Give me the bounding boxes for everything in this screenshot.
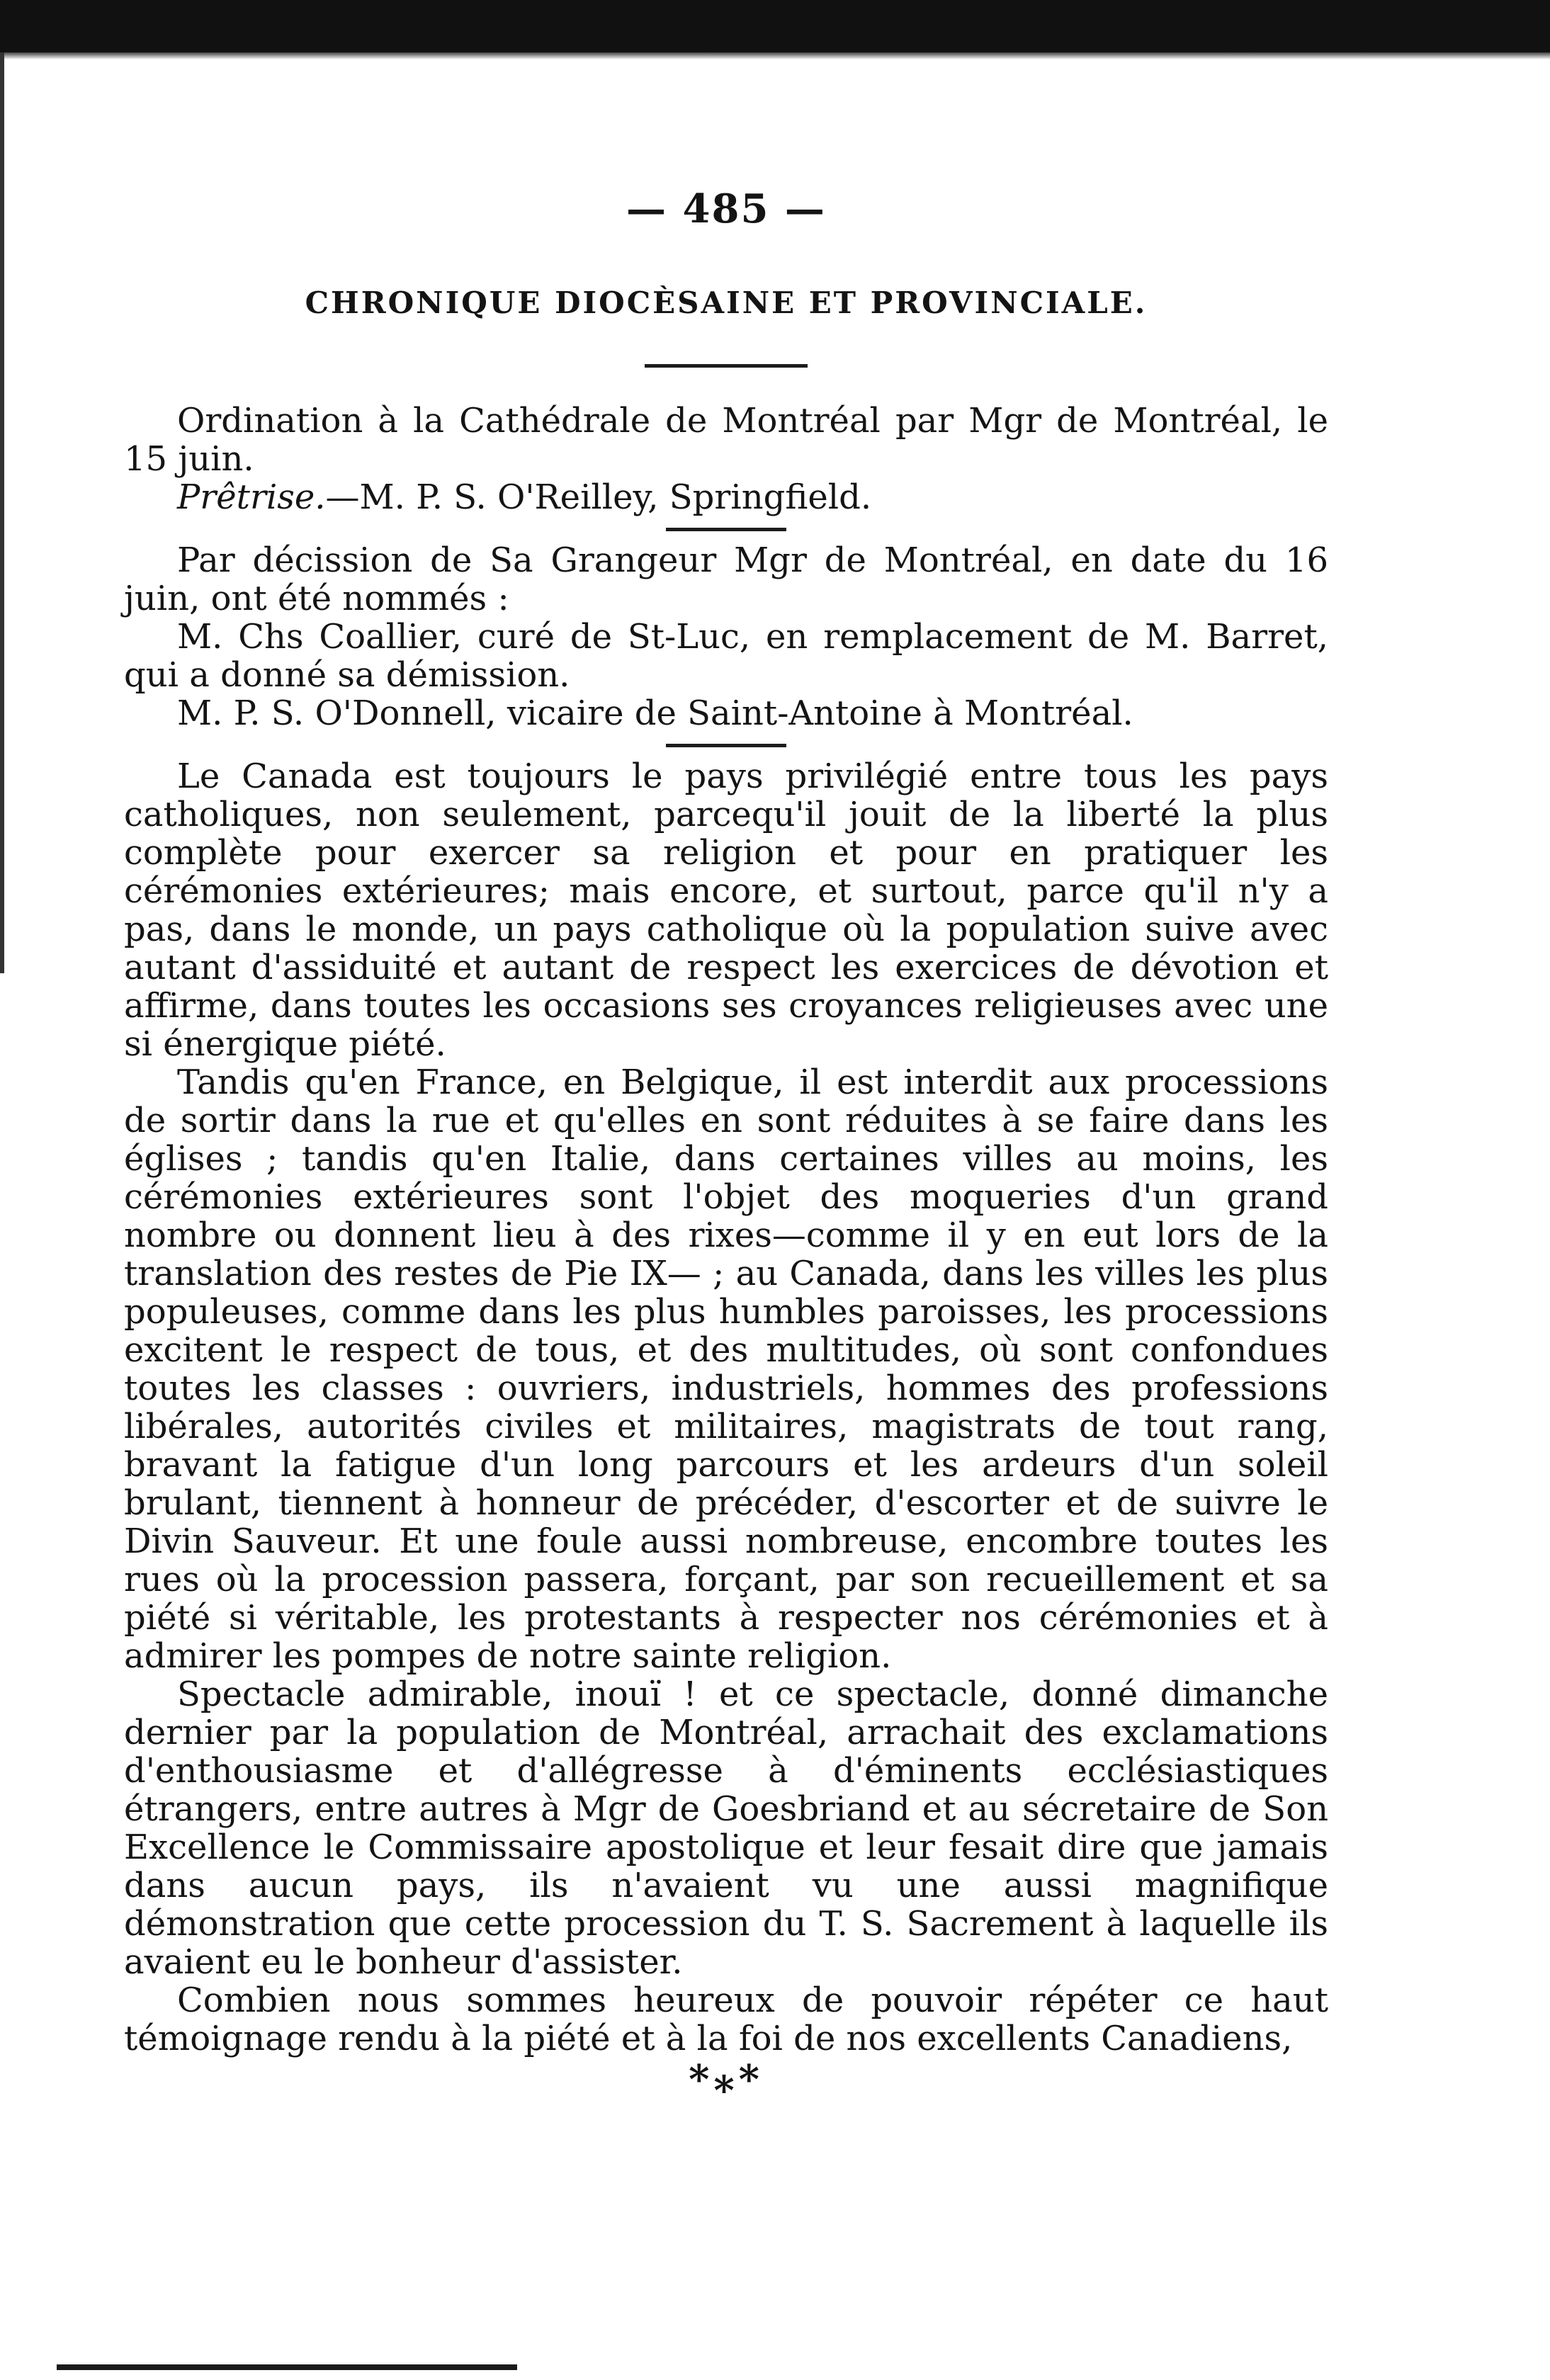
- separator-rule-2: [666, 744, 786, 747]
- article-paragraph-3: Spectacle admirable, inouï ! et ce spectacle, donné dimanche dernier par la population de Montréal, arrachait des exclamations d'enthousiasme et d'allégresse à d'éminents ecclésiastiques étrangers, entre autres à Mgr de Goesbriand et au sécretaire de Son Excellence le Commissaire apostolique et leur fesait dire que jamais dans aucun pays, ils n'avaient vu une aussi magnifique démonstration que cette procession du T. S. Sacrement à laquelle ils avaient eu le bonheur d'assister.: [124, 1674, 1328, 1982]
- scan-border-shadow: [0, 52, 1550, 60]
- nominations-intro: Par décission de Sa Grangeur Mgr de Montréal, en date du 16 juin, ont été nommés :: [124, 540, 1328, 618]
- separator-rule-1: [666, 528, 786, 531]
- nomination-item-1: M. Chs Coallier, curé de St-Luc, en remplacement de M. Barret, qui a donné sa démission.: [124, 617, 1328, 695]
- scan-border-top: [0, 0, 1550, 52]
- section-heading: CHRONIQUE DIOCÈSAINE ET PROVINCIALE.: [305, 285, 1148, 320]
- ordination-notice: Ordination à la Cathédrale de Montréal par Mgr de Montréal, le 15 juin.: [124, 401, 1328, 479]
- page-content: [124, 184, 1328, 2103]
- nomination-item-2: M. P. S. O'Donnell, vicaire de Saint-Antoine à Montréal.: [177, 693, 1133, 733]
- ordination-name: —M. P. S. O'Reilley, Springfield.: [325, 477, 872, 517]
- page-number: — 485 —: [626, 186, 826, 232]
- asterism-ornament: *⁎*: [689, 2056, 764, 2103]
- article-paragraph-1: Le Canada est toujours le pays privilégié entre tous les pays catholiques, non seulement, parcequ'il jouit de la liberté la plus complète pour exercer sa religion et pour en pratiquer les cérémonies extérieures; mais encore, et surtout, parce qu'il n'y a pas, dans le monde, un pays catholique où la population suive avec autant d'assiduité et autant de respect les exercices de dévotion et affirme, dans toutes les occasions ses croyances religieuses avec une si énergique piété.: [124, 756, 1328, 1064]
- ordination-label: Prêtrise.: [177, 477, 326, 517]
- ordination-entry: [124, 478, 1328, 516]
- scan-border-bottom: [57, 2364, 517, 2370]
- article-paragraph-2: Tandis qu'en France, en Belgique, il est interdit aux processions de sortir dans la rue et qu'elles en sont réduites à se faire dans les églises ; tandis qu'en Italie, dans certaines villes au moins, les cérémonies extérieures sont l'objet des moqueries d'un grand nombre ou donnent lieu à des rixes—comme il y en eut lors de la translation des restes de Pie IX— ; au Canada, dans les villes les plus populeuses, comme dans les plus humbles paroisses, les processions excitent le respect de tous, et des multitudes, où sont confondues toutes les classes : ouvriers, industriels, hommes des professions libérales, autorités civiles et militaires, magistrats de tout rang, bravant la fatigue d'un long parcours et les ardeurs d'un soleil brulant, tiennent à honneur de précéder, d'escorter et de suivre le Divin Sauveur. Et une foule aussi nombreuse, encombre toutes les rues où la procession passera, forçant, par son recueillement et sa piété si véritable, les protestants à respecter nos cérémonies et à admirer les pompes de notre sainte religion.: [124, 1062, 1328, 1676]
- scan-border-left: [0, 52, 4, 973]
- heading-rule: [645, 364, 808, 368]
- article-paragraph-4: Combien nous sommes heureux de pouvoir répéter ce haut témoignage rendu à la piété et à la foi de nos excellents Canadiens,: [124, 1980, 1328, 2058]
